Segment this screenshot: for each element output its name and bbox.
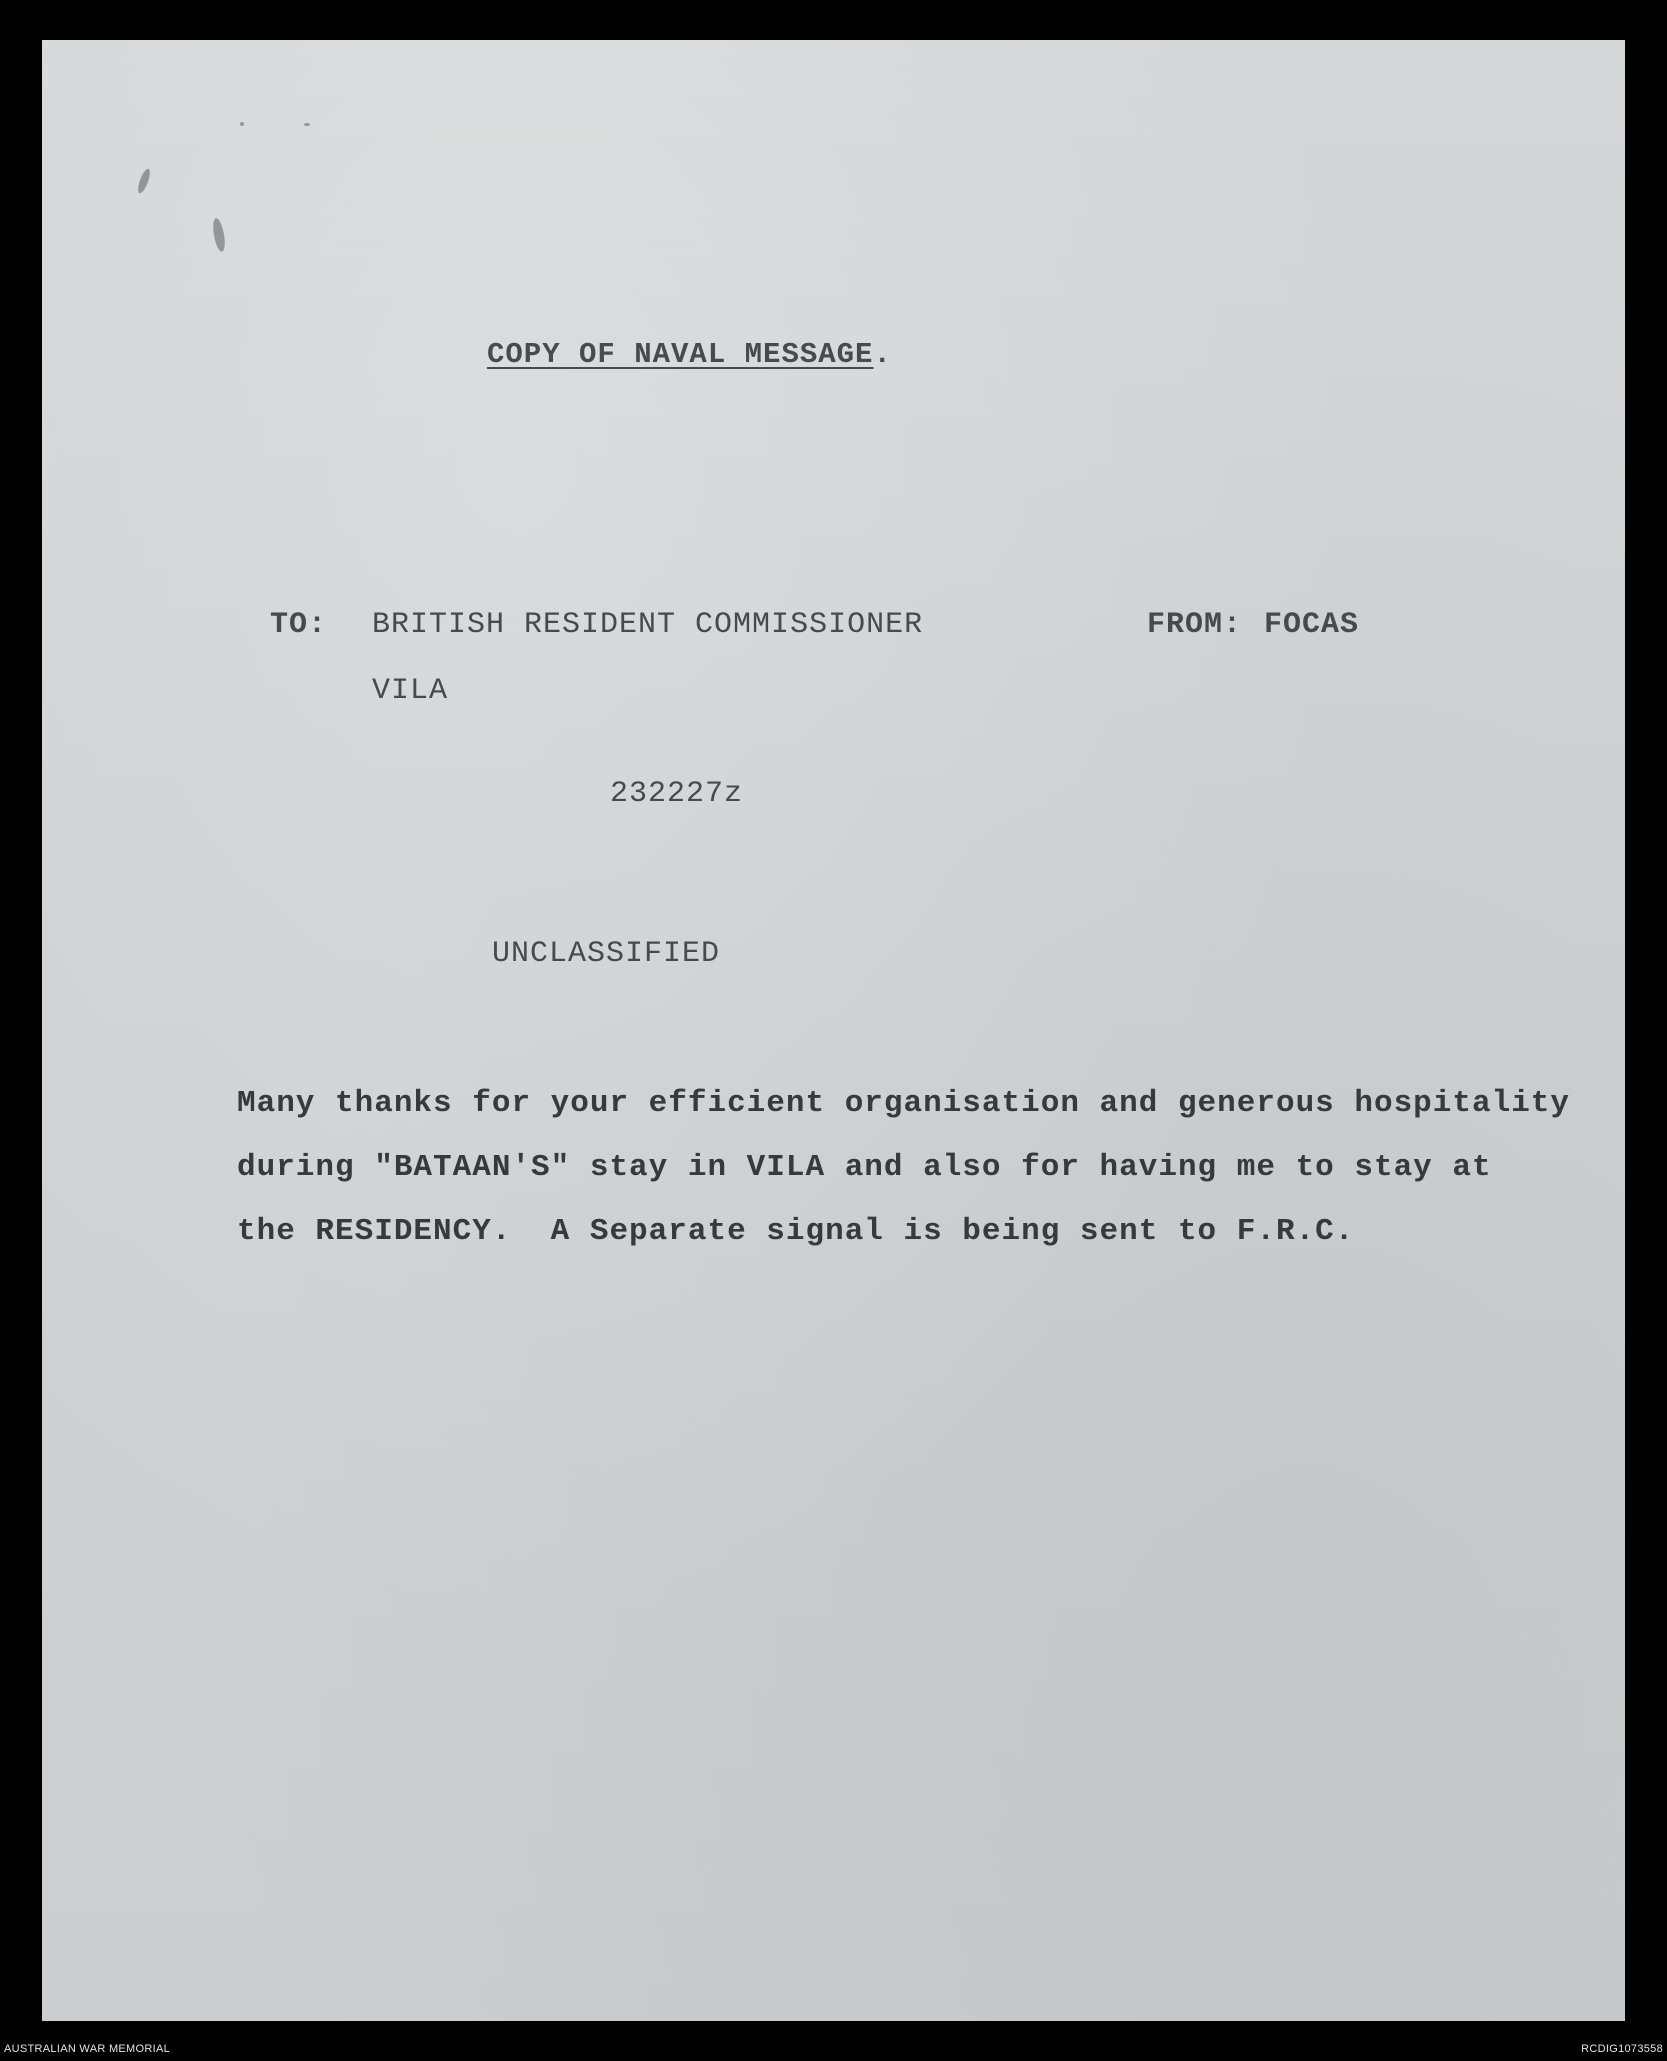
crease-mark [211,217,227,252]
classification: UNCLASSIFIED [492,937,721,971]
from-sender: FOCAS [1264,608,1360,642]
footer-id: RCDIG1073558 [1581,2043,1663,2055]
body-line: during "BATAAN'S" stay in VILA and also for having me to stay at [237,1150,1492,1185]
message-body [237,1072,1570,1264]
date-time-group: 232227z [610,777,744,811]
footer-source: AUSTRALIAN WAR MEMORIAL [4,2043,171,2055]
to-city: VILA [372,674,449,708]
to-label: TO: [270,608,328,642]
from-label: FROM: [1147,608,1243,642]
title-period: . [873,338,892,371]
crease-mark [304,123,310,126]
title-text: COPY OF NAVAL MESSAGE [487,338,874,371]
to-recipient: BRITISH RESIDENT COMMISSIONER [372,608,924,642]
body-line: the RESIDENCY. A Separate signal is being sent to F.R.C. [237,1214,1355,1249]
page-title [487,338,892,371]
paper-sheet [42,40,1625,2021]
crease-mark [240,122,244,126]
body-line: Many thanks for your efficient organisation and generous hospitality [237,1086,1571,1121]
crease-mark [136,167,152,194]
